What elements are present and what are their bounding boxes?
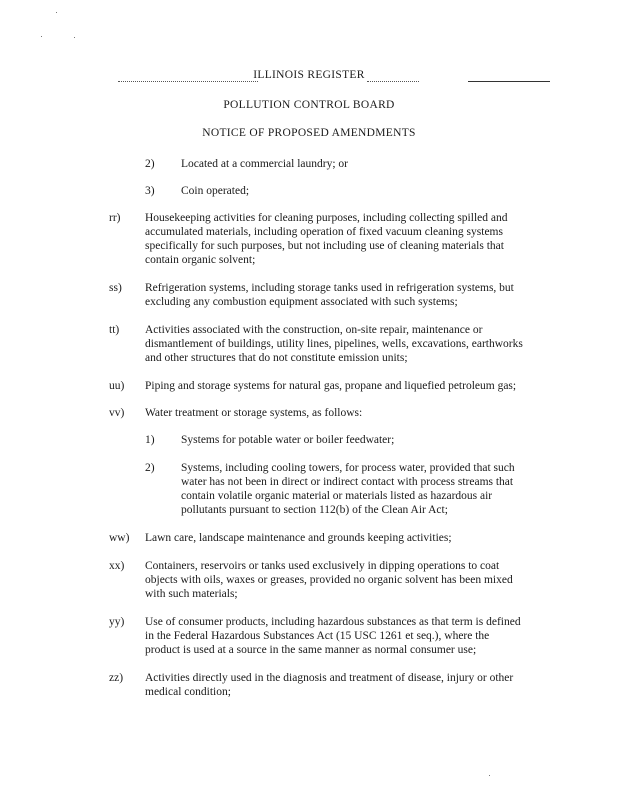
register-title: ILLINOIS REGISTER bbox=[253, 69, 365, 81]
item-text-line: in the Federal Hazardous Substances Act (15 USC 1261 et seq.), where the bbox=[145, 630, 490, 643]
item-label: 2) bbox=[145, 158, 155, 170]
item-text: Located at a commercial laundry; or bbox=[181, 158, 348, 170]
item-text bbox=[145, 671, 513, 699]
item-text bbox=[145, 211, 507, 267]
item-label: zz) bbox=[109, 672, 124, 684]
item-text bbox=[145, 559, 513, 601]
item-text bbox=[145, 615, 521, 657]
item-label: ww) bbox=[109, 532, 130, 544]
item-text-line: and other structures that do not constitute emission units; bbox=[145, 352, 408, 365]
item-text-line: contain volatile organic material or materials listed as hazardous air bbox=[181, 490, 493, 503]
item-label: 3) bbox=[145, 185, 155, 197]
header-rule-right bbox=[468, 81, 550, 82]
item-text-line: Refrigeration systems, including storage tanks used in refrigeration systems, but bbox=[145, 282, 514, 294]
item-text-line: accumulated materials, including operation of fixed vacuum cleaning systems bbox=[145, 226, 503, 239]
scan-speck bbox=[489, 775, 490, 776]
item-text-line: with such materials; bbox=[145, 588, 238, 601]
header-rule-left bbox=[118, 81, 258, 82]
item-text-line: Activities directly used in the diagnosis and treatment of disease, injury or other bbox=[145, 672, 514, 684]
item-text-line: Systems, including cooling towers, for process water, provided that such bbox=[181, 462, 515, 474]
item-label: yy) bbox=[109, 616, 125, 628]
notice-title: NOTICE OF PROPOSED AMENDMENTS bbox=[202, 127, 416, 139]
scan-speck bbox=[74, 37, 75, 38]
item-label: 2) bbox=[145, 462, 155, 474]
item-label: 1) bbox=[145, 434, 155, 446]
header-rule-mid bbox=[367, 81, 419, 82]
item-text-line: Housekeeping activities for cleaning purposes, including collecting spilled and bbox=[145, 212, 508, 224]
item-text: Lawn care, landscape maintenance and grounds keeping activities; bbox=[145, 532, 452, 544]
scan-speck bbox=[56, 12, 57, 13]
item-text: Systems for potable water or boiler feedwater; bbox=[181, 434, 395, 446]
item-text-line: Containers, reservoirs or tanks used exclusively in dipping operations to coat bbox=[145, 560, 500, 572]
agency-title: POLLUTION CONTROL BOARD bbox=[223, 99, 395, 111]
item-text-line: water has not been in direct or indirect contact with process streams that bbox=[181, 476, 514, 489]
item-text bbox=[145, 323, 523, 365]
item-text: Coin operated; bbox=[181, 185, 250, 197]
item-text-line: Activities associated with the construction, on-site repair, maintenance or bbox=[145, 324, 483, 336]
scan-speck bbox=[41, 36, 42, 37]
item-label: vv) bbox=[109, 407, 125, 419]
item-text-line: contain organic solvent; bbox=[145, 254, 256, 267]
item-text: Piping and storage systems for natural gas, propane and liquefied petroleum gas; bbox=[145, 380, 517, 392]
item-text-line: excluding any combustion equipment associated with such systems; bbox=[145, 296, 458, 309]
item-text-line: medical condition; bbox=[145, 686, 231, 699]
item-text bbox=[145, 281, 514, 309]
item-text: Water treatment or storage systems, as follows: bbox=[145, 407, 363, 419]
item-label: uu) bbox=[109, 380, 125, 392]
item-text-line: specifically for such purposes, but not including use of cleaning materials that bbox=[145, 240, 504, 253]
item-text bbox=[181, 461, 515, 517]
item-text-line: Use of consumer products, including hazardous substances as that term is defined bbox=[145, 616, 521, 628]
item-text-line: objects with oils, waxes or greases, provided no organic solvent has been mixed bbox=[145, 574, 513, 587]
item-text-line: pollutants pursuant to section 112(b) of the Clean Air Act; bbox=[181, 504, 448, 517]
item-text-line: dismantlement of buildings, utility lines, pipelines, wells, excavations, earthworks bbox=[145, 338, 523, 351]
item-label: tt) bbox=[109, 324, 120, 336]
item-text-line: product is used at a source in the same manner as normal consumer use; bbox=[145, 644, 477, 657]
item-label: ss) bbox=[109, 282, 122, 294]
item-label: xx) bbox=[109, 560, 125, 572]
item-label: rr) bbox=[109, 212, 121, 224]
